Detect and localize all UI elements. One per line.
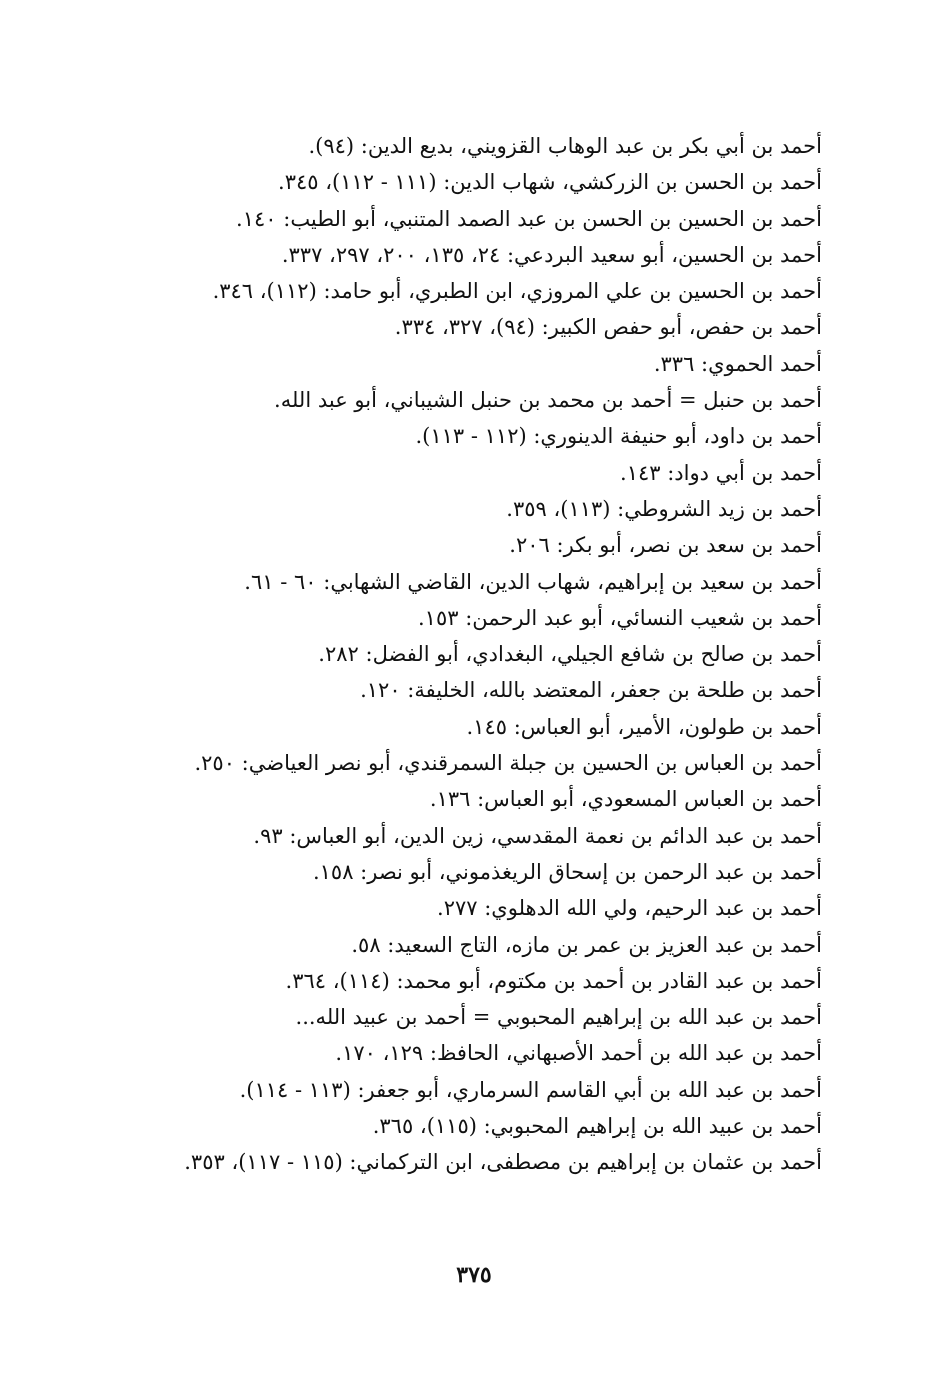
index-entry: أحمد بن عثمان بن إبراهيم بن مصطفى، ابن التركماني: (١١٥ - ١١٧)، ٣٥٣. <box>184 1150 822 1175</box>
index-entry: أحمد بن عبيد الله بن إبراهيم المحبوبي: (١١٥)، ٣٦٥. <box>372 1114 822 1139</box>
index-entry: أحمد بن زيد الشروطي: (١١٣)، ٣٥٩. <box>506 496 822 521</box>
index-entry: أحمد بن عبد الله بن إبراهيم المحبوبي = أحمد بن عبيد الله... <box>295 1005 822 1030</box>
index-entry: أحمد بن شعيب النسائي، أبو عبد الرحمن: ١٥٣. <box>417 605 822 630</box>
index-entry-list <box>112 128 822 1181</box>
index-entry: أحمد الحموي: ٣٣٦. <box>653 351 822 376</box>
index-entry: أحمد بن الحسين، أبو سعيد البردعي: ٢٤، ١٣٥، ٢٠٠، ٢٩٧، ٣٣٧. <box>281 242 822 267</box>
index-entry: أحمد بن الحسين بن الحسن بن عبد الصمد المتنبي، أبو الطيب: ١٤٠. <box>236 206 822 231</box>
index-entry: أحمد بن حنبل = أحمد بن محمد بن حنبل الشيباني، أبو عبد الله. <box>274 388 822 413</box>
index-entry: أحمد بن أبي بكر بن عبد الوهاب القزويني، بديع الدين: (٩٤). <box>308 134 822 158</box>
index-entry: أحمد بن صالح بن شافع الجيلي، البغدادي، أبو الفضل: ٢٨٢. <box>318 642 822 667</box>
page-number: ٣٧٥ <box>456 1262 492 1288</box>
index-entry: أحمد بن أبي دواد: ١٤٣. <box>620 460 822 485</box>
index-entry: أحمد بن طلحة بن جعفر، المعتضد بالله، الخليفة: ١٢٠. <box>360 678 822 703</box>
index-entry: أحمد بن عبد القادر بن أحمد بن مكتوم، أبو محمد: (١١٤)، ٣٦٤. <box>285 968 822 993</box>
index-entry: أحمد بن عبد الله بن أبي القاسم السرماري، أبو جعفر: (١١٣ - ١١٤). <box>239 1077 822 1102</box>
index-entry: أحمد بن العباس بن الحسين بن جبلة السمرقندي، أبو نصر العياضي: ٢٥٠. <box>194 751 822 776</box>
index-entry: أحمد بن عبد الرحيم، ولي الله الدهلوي: ٢٧٧. <box>437 896 822 921</box>
index-entry: أحمد بن عبد الرحمن بن إسحاق الريغذموني، أبو نصر: ١٥٨. <box>312 859 822 884</box>
index-entry: أحمد بن سعيد بن إبراهيم، شهاب الدين، القاضي الشهابي: ٦٠ - ٦١. <box>244 569 822 594</box>
index-entry: أحمد بن عبد الله بن أحمد الأصبهاني، الحافظ: ١٢٩، ١٧٠. <box>335 1041 822 1066</box>
index-entry: أحمد بن سعد بن نصر، أبو بكر: ٢٠٦. <box>509 533 822 558</box>
index-entry: أحمد بن العباس المسعودي، أبو العباس: ١٣٦. <box>429 787 822 812</box>
index-entry: أحمد بن طولون، الأمير، أبو العباس: ١٤٥. <box>466 714 822 739</box>
index-entry: أحمد بن الحسن بن الزركشي، شهاب الدين: (١١١ - ١١٢)، ٣٤٥. <box>278 170 822 195</box>
index-entry: أحمد بن عبد العزيز بن عمر بن مازه، التاج السعيد: ٥٨. <box>351 932 822 957</box>
index-entry: أحمد بن عبد الدائم بن نعمة المقدسي، زين الدين، أبو العباس: ٩٣. <box>253 823 822 848</box>
index-entry: أحمد بن الحسين بن علي المروزي، ابن الطبري، أبو حامد: (١١٢)، ٣٤٦. <box>212 279 822 304</box>
index-entry: أحمد بن حفص، أبو حفص الكبير: (٩٤)، ٣٢٧، ٣٣٤. <box>394 315 822 340</box>
index-entry: أحمد بن داود، أبو حنيفة الدينوري: (١١٢ - ١١٣). <box>415 424 822 449</box>
